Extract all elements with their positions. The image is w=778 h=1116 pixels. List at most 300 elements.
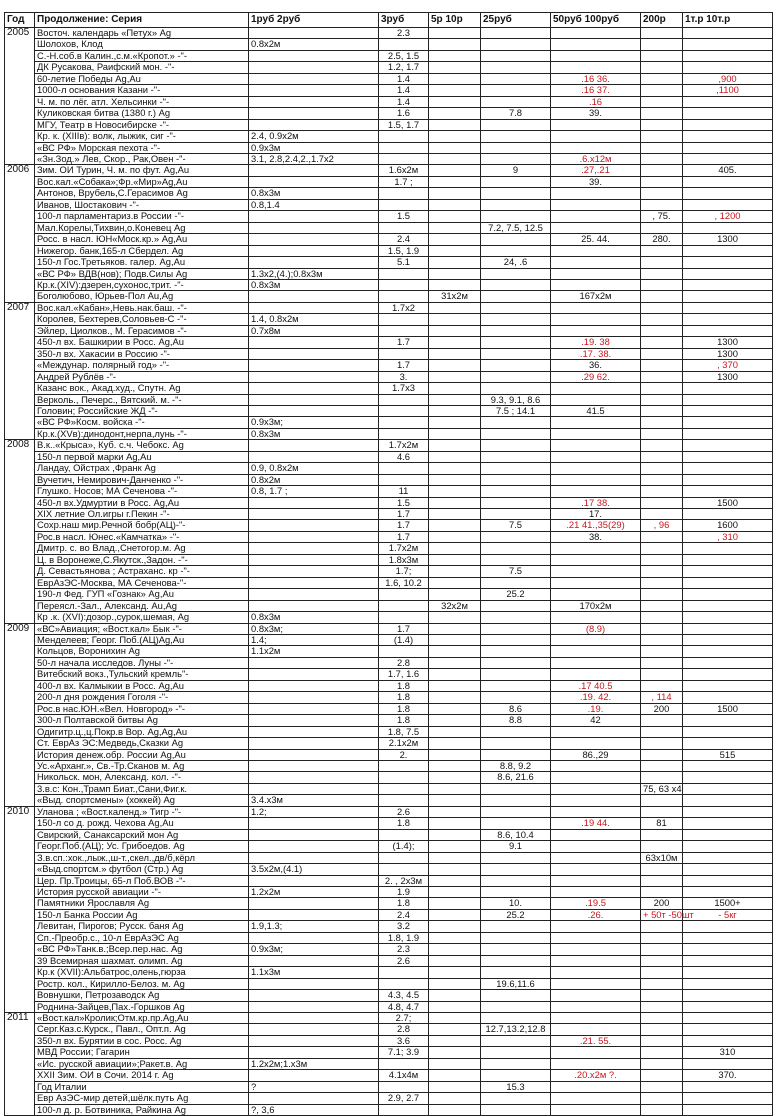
value-cell: 8.6, 21.6 <box>481 772 551 783</box>
value-cell <box>641 990 683 1001</box>
value-cell <box>551 795 641 806</box>
value-cell <box>683 142 773 153</box>
value-cell: 36. <box>551 360 641 371</box>
value-cell <box>481 291 551 302</box>
catalog-row <box>5 852 773 863</box>
value-cell <box>641 635 683 646</box>
value-cell <box>249 909 379 920</box>
value-cell <box>551 268 641 279</box>
catalog-row <box>5 1035 773 1046</box>
series-cell: Боголюбово, Юрьев-Пол Au,Ag <box>35 291 249 302</box>
value-cell <box>379 795 429 806</box>
value-cell: 4.6 <box>379 451 429 462</box>
value-cell: .19.5 <box>551 898 641 909</box>
value-cell: 0.9, 0.8х2м <box>249 463 379 474</box>
value-cell <box>551 302 641 313</box>
value-cell <box>249 451 379 462</box>
catalog-row <box>5 806 773 817</box>
value-cell <box>481 749 551 760</box>
value-cell <box>683 783 773 794</box>
value-cell <box>379 394 429 405</box>
value-cell <box>429 726 481 737</box>
value-cell: 1500 <box>683 703 773 714</box>
series-cell: Кр.к (XVII):Альбатрос,олень,гюрза <box>35 967 249 978</box>
value-cell: 0.8х3м <box>249 188 379 199</box>
series-cell: 150-л Гос.Третьяков. галер. Ag,Au <box>35 257 249 268</box>
value-cell <box>551 955 641 966</box>
value-cell <box>481 417 551 428</box>
value-cell <box>551 806 641 817</box>
year-cell: 2008 <box>5 440 35 623</box>
value-cell <box>379 600 429 611</box>
value-cell <box>429 131 481 142</box>
catalog-row <box>5 96 773 107</box>
value-cell <box>249 291 379 302</box>
value-cell <box>551 440 641 451</box>
value-cell: 8.8, 9.2 <box>481 761 551 772</box>
series-cell: «Выд.спортсм.» футбол (Стр.) Ag <box>35 864 249 875</box>
value-cell <box>429 211 481 222</box>
value-cell <box>551 245 641 256</box>
series-cell: XIX летние Ол.игры г.Пекин -"- <box>35 509 249 520</box>
value-cell <box>249 589 379 600</box>
catalog-row <box>5 703 773 714</box>
value-cell <box>551 864 641 875</box>
value-cell: 1.7 <box>379 337 429 348</box>
value-cell <box>249 738 379 749</box>
value-cell <box>481 635 551 646</box>
value-cell <box>429 234 481 245</box>
value-cell <box>641 1035 683 1046</box>
series-cell: В.к..«Крыса», Куб. с.ч. Чебокс. Ag <box>35 440 249 451</box>
value-cell <box>481 302 551 313</box>
series-cell: 60-летие Победы Ag,Au <box>35 73 249 84</box>
value-cell: 1.4 <box>379 85 429 96</box>
value-cell <box>249 761 379 772</box>
value-cell <box>641 302 683 313</box>
value-cell <box>641 589 683 600</box>
value-cell <box>551 921 641 932</box>
series-cell: История денеж.обр. России Ag,Au <box>35 749 249 760</box>
series-cell: Кр.к.(XIV):дзерен,сухонос,трит. -"- <box>35 279 249 290</box>
value-cell: 1.8, 7.5 <box>379 726 429 737</box>
value-cell <box>429 577 481 588</box>
series-cell: 150-л первой марки Ag,Au <box>35 451 249 462</box>
catalog-row <box>5 886 773 897</box>
value-cell <box>551 325 641 336</box>
value-cell <box>481 451 551 462</box>
value-cell <box>379 405 429 416</box>
value-cell <box>551 383 641 394</box>
value-cell <box>641 1093 683 1104</box>
value-cell: 1.7 <box>379 360 429 371</box>
value-cell <box>481 795 551 806</box>
value-cell <box>683 28 773 39</box>
value-cell <box>481 131 551 142</box>
value-cell <box>249 1035 379 1046</box>
value-cell: 1.5, 1.9 <box>379 245 429 256</box>
value-cell <box>429 990 481 1001</box>
value-cell: .20.х2м ?. <box>551 1070 641 1081</box>
value-cell: , 1200 <box>683 211 773 222</box>
value-cell <box>481 268 551 279</box>
value-cell: 31х2м <box>429 291 481 302</box>
series-cell: Кр. к. (XIIIв): волк, лыжик, сиг -"- <box>35 131 249 142</box>
catalog-row <box>5 829 773 840</box>
value-cell: 3.4.х3м <box>249 795 379 806</box>
value-cell <box>429 944 481 955</box>
value-cell <box>683 612 773 623</box>
value-cell: 2.3 <box>379 28 429 39</box>
series-cell: «Вост.кал»Кролик;Отм.кр.пр.Ag,Au <box>35 1012 249 1023</box>
value-cell <box>249 543 379 554</box>
value-cell: ? <box>249 1081 379 1092</box>
value-cell: 0.8х3м; <box>249 623 379 634</box>
catalog-row <box>5 325 773 336</box>
value-cell <box>551 28 641 39</box>
series-cell: Рос.в нас.ЮН.«Вел. Новгород» -"- <box>35 703 249 714</box>
series-cell: МВД России; Гагарин <box>35 1047 249 1058</box>
value-cell <box>249 680 379 691</box>
value-cell <box>551 772 641 783</box>
value-cell <box>551 932 641 943</box>
value-cell <box>641 463 683 474</box>
value-cell <box>551 612 641 623</box>
value-cell <box>641 325 683 336</box>
value-cell <box>429 646 481 657</box>
series-cell: Кольцов, Воронихин Ag <box>35 646 249 657</box>
value-cell <box>683 669 773 680</box>
value-cell: 1.3х2,(4.);0.8х3м <box>249 268 379 279</box>
year-cell: 2009 <box>5 623 35 806</box>
series-cell: 300-л Полтавской битвы Ag <box>35 715 249 726</box>
value-cell <box>641 1047 683 1058</box>
value-cell: .17. 38. <box>551 348 641 359</box>
value-cell <box>683 566 773 577</box>
value-cell: 0.8х2м <box>249 39 379 50</box>
value-cell <box>683 921 773 932</box>
catalog-row <box>5 909 773 920</box>
catalog-row <box>5 463 773 474</box>
value-cell: 7.1; 3.9 <box>379 1047 429 1058</box>
col-header-1-2rub: 1руб 2руб <box>249 13 379 28</box>
value-cell <box>551 1081 641 1092</box>
value-cell <box>429 325 481 336</box>
value-cell <box>551 62 641 73</box>
value-cell <box>429 841 481 852</box>
catalog-row <box>5 657 773 668</box>
catalog-row <box>5 371 773 382</box>
value-cell <box>249 302 379 313</box>
value-cell <box>429 73 481 84</box>
catalog-row <box>5 279 773 290</box>
value-cell: 2.9, 2.7 <box>379 1093 429 1104</box>
value-cell <box>429 188 481 199</box>
value-cell <box>481 428 551 439</box>
value-cell <box>249 577 379 588</box>
value-cell <box>481 944 551 955</box>
series-cell: Георг.Поб.(АЦ); Ус. Грибоедов. Ag <box>35 841 249 852</box>
value-cell <box>481 543 551 554</box>
value-cell: 1600 <box>683 520 773 531</box>
series-cell: 100-л парламентариз.в России -"- <box>35 211 249 222</box>
value-cell: 1.7, 1.6 <box>379 669 429 680</box>
value-cell <box>551 142 641 153</box>
value-cell <box>429 222 481 233</box>
series-cell: Роднина-Зайцев,Пах.-Горшков Ag <box>35 1001 249 1012</box>
value-cell <box>683 188 773 199</box>
value-cell <box>429 199 481 210</box>
series-cell: 400-л вх. Калмыкии в Росс. Ag,Au <box>35 680 249 691</box>
value-cell: 2.4 <box>379 234 429 245</box>
value-cell <box>641 142 683 153</box>
value-cell: 81 <box>641 818 683 829</box>
catalog-row <box>5 291 773 302</box>
catalog-row <box>5 715 773 726</box>
value-cell: 0.8х3м <box>249 612 379 623</box>
value-cell <box>683 932 773 943</box>
value-cell <box>481 1093 551 1104</box>
value-cell <box>379 188 429 199</box>
value-cell <box>429 1093 481 1104</box>
value-cell <box>481 39 551 50</box>
series-cell: 450-л вх. Башкирии в Росс. Ag,Au <box>35 337 249 348</box>
value-cell <box>641 405 683 416</box>
catalog-row <box>5 726 773 737</box>
catalog-row <box>5 531 773 542</box>
value-cell <box>429 96 481 107</box>
value-cell <box>641 486 683 497</box>
catalog-row <box>5 1047 773 1058</box>
value-cell <box>641 360 683 371</box>
catalog-row <box>5 921 773 932</box>
value-cell <box>481 279 551 290</box>
value-cell <box>249 509 379 520</box>
value-cell <box>429 1035 481 1046</box>
series-cell: Сп.-Преобр.с., 10-л ЕврАзЭС Ag <box>35 932 249 943</box>
value-cell <box>429 978 481 989</box>
catalog-row <box>5 314 773 325</box>
value-cell <box>429 108 481 119</box>
value-cell <box>551 577 641 588</box>
value-cell <box>481 96 551 107</box>
catalog-row <box>5 28 773 39</box>
catalog-row <box>5 73 773 84</box>
series-cell: С.-Н.соб.в Калин.,с.м.«Кропот.» -"- <box>35 50 249 61</box>
value-cell <box>379 325 429 336</box>
value-cell <box>249 96 379 107</box>
series-cell: 1000-л основания Казани -"- <box>35 85 249 96</box>
value-cell <box>641 509 683 520</box>
value-cell: 515 <box>683 749 773 760</box>
value-cell <box>683 39 773 50</box>
catalog-row <box>5 955 773 966</box>
series-cell: Кр .к. (XVI):дозор.,сурок,шемая, Ag <box>35 612 249 623</box>
series-cell: Переясл.-Зал., Александ. Au,Ag <box>35 600 249 611</box>
value-cell: 3.5х2м,(4.1) <box>249 864 379 875</box>
value-cell <box>249 703 379 714</box>
value-cell <box>551 50 641 61</box>
value-cell <box>379 199 429 210</box>
value-cell <box>481 852 551 863</box>
value-cell <box>551 738 641 749</box>
col-header-year: Год <box>5 13 35 28</box>
catalog-row <box>5 348 773 359</box>
value-cell <box>249 955 379 966</box>
value-cell <box>551 474 641 485</box>
value-cell <box>683 108 773 119</box>
series-cell: Менделеев; Георг. Поб.(АЦ)Ag,Au <box>35 635 249 646</box>
value-cell <box>641 566 683 577</box>
value-cell <box>683 222 773 233</box>
value-cell <box>641 176 683 187</box>
value-cell: .29 62. <box>551 371 641 382</box>
catalog-row <box>5 176 773 187</box>
series-cell: «ВС РФ»Танк.в.;Всер.пер.нас. Ag <box>35 944 249 955</box>
value-cell: 1.6 <box>379 108 429 119</box>
value-cell <box>249 749 379 760</box>
series-cell: Ростр. кол., Кирилло-Белоз. м. Ag <box>35 978 249 989</box>
value-cell <box>551 554 641 565</box>
catalog-row <box>5 818 773 829</box>
year-cell: 2011 <box>5 1012 35 1115</box>
value-cell <box>249 1070 379 1081</box>
value-cell <box>379 864 429 875</box>
value-cell <box>481 474 551 485</box>
value-cell <box>683 1093 773 1104</box>
catalog-row <box>5 612 773 623</box>
value-cell <box>551 1093 641 1104</box>
catalog-row <box>5 978 773 989</box>
value-cell: .21 41.,35(29) <box>551 520 641 531</box>
series-cell: З.в.сп.:хок.,лыж.,ш-т.,скел.,дв/б,кёрл <box>35 852 249 863</box>
value-cell <box>249 222 379 233</box>
value-cell: 4.8, 4.7 <box>379 1001 429 1012</box>
value-cell <box>481 623 551 634</box>
series-cell: Год Италии <box>35 1081 249 1092</box>
series-cell: 50-л начала исследов. Луны -"- <box>35 657 249 668</box>
value-cell <box>683 394 773 405</box>
value-cell <box>249 669 379 680</box>
value-cell <box>641 279 683 290</box>
col-header-25rub: 25руб <box>481 13 551 28</box>
value-cell: .21. 55. <box>551 1035 641 1046</box>
value-cell: , 370 <box>683 360 773 371</box>
value-cell <box>641 474 683 485</box>
value-cell <box>551 783 641 794</box>
value-cell <box>249 978 379 989</box>
value-cell <box>641 864 683 875</box>
value-cell <box>641 314 683 325</box>
value-cell: 1.4; <box>249 635 379 646</box>
value-cell <box>429 795 481 806</box>
value-cell: 1.7 <box>379 531 429 542</box>
value-cell <box>379 39 429 50</box>
series-cell: 350-л вх. Бурятии в сос. Росс. Ag <box>35 1035 249 1046</box>
value-cell <box>249 531 379 542</box>
value-cell: 1.2, 1.7 <box>379 62 429 73</box>
value-cell <box>429 279 481 290</box>
year-cell: 2005 <box>5 28 35 165</box>
value-cell <box>249 520 379 531</box>
series-cell: Антонов, Врубель,С.Герасимов Ag <box>35 188 249 199</box>
value-cell <box>641 967 683 978</box>
value-cell <box>683 944 773 955</box>
value-cell: .16 36. <box>551 73 641 84</box>
value-cell <box>551 589 641 600</box>
catalog-row <box>5 50 773 61</box>
value-cell <box>683 600 773 611</box>
value-cell <box>379 967 429 978</box>
value-cell: 7.5 <box>481 520 551 531</box>
series-cell: Вучетич, Немирович-Данченко -"- <box>35 474 249 485</box>
value-cell <box>249 234 379 245</box>
value-cell: 170х2м <box>551 600 641 611</box>
value-cell: 1300 <box>683 234 773 245</box>
catalog-row <box>5 680 773 691</box>
value-cell: 1.5 <box>379 211 429 222</box>
value-cell <box>683 806 773 817</box>
value-cell <box>249 829 379 840</box>
value-cell <box>379 268 429 279</box>
value-cell: 75, 63 х4 <box>641 783 683 794</box>
value-cell <box>683 199 773 210</box>
value-cell <box>429 257 481 268</box>
value-cell <box>683 176 773 187</box>
value-cell: 1300 <box>683 337 773 348</box>
value-cell <box>379 348 429 359</box>
value-cell <box>683 795 773 806</box>
value-cell: 1.8 <box>379 680 429 691</box>
value-cell <box>683 268 773 279</box>
value-cell <box>249 337 379 348</box>
value-cell <box>641 268 683 279</box>
series-cell: Росс. в насл. ЮН«Моск.кр.» Ag,Au <box>35 234 249 245</box>
value-cell <box>429 852 481 863</box>
value-cell <box>379 612 429 623</box>
value-cell <box>249 62 379 73</box>
value-cell <box>429 119 481 130</box>
value-cell: .6.х12м <box>551 153 641 164</box>
catalog-row <box>5 967 773 978</box>
value-cell <box>641 153 683 164</box>
value-cell: 7.5 ; 14.1 <box>481 405 551 416</box>
value-cell: 1.8 <box>379 898 429 909</box>
value-cell <box>481 1058 551 1069</box>
value-cell: 1.8 <box>379 715 429 726</box>
value-cell: 1.7х3 <box>379 383 429 394</box>
value-cell <box>641 337 683 348</box>
value-cell <box>429 761 481 772</box>
value-cell <box>379 279 429 290</box>
value-cell: 2.5, 1.5 <box>379 50 429 61</box>
value-cell <box>683 1001 773 1012</box>
value-cell <box>379 783 429 794</box>
value-cell <box>683 543 773 554</box>
value-cell <box>481 657 551 668</box>
value-cell <box>249 176 379 187</box>
series-cell: Ус.«Арханг.», Св.-Тр.Сканов м. Ag <box>35 761 249 772</box>
value-cell <box>551 646 641 657</box>
value-cell <box>641 188 683 199</box>
catalog-row <box>5 153 773 164</box>
value-cell <box>249 383 379 394</box>
value-cell <box>249 165 379 176</box>
value-cell <box>641 1058 683 1069</box>
value-cell <box>551 257 641 268</box>
value-cell: 1.8, 1.9 <box>379 932 429 943</box>
value-cell: 24, .6 <box>481 257 551 268</box>
